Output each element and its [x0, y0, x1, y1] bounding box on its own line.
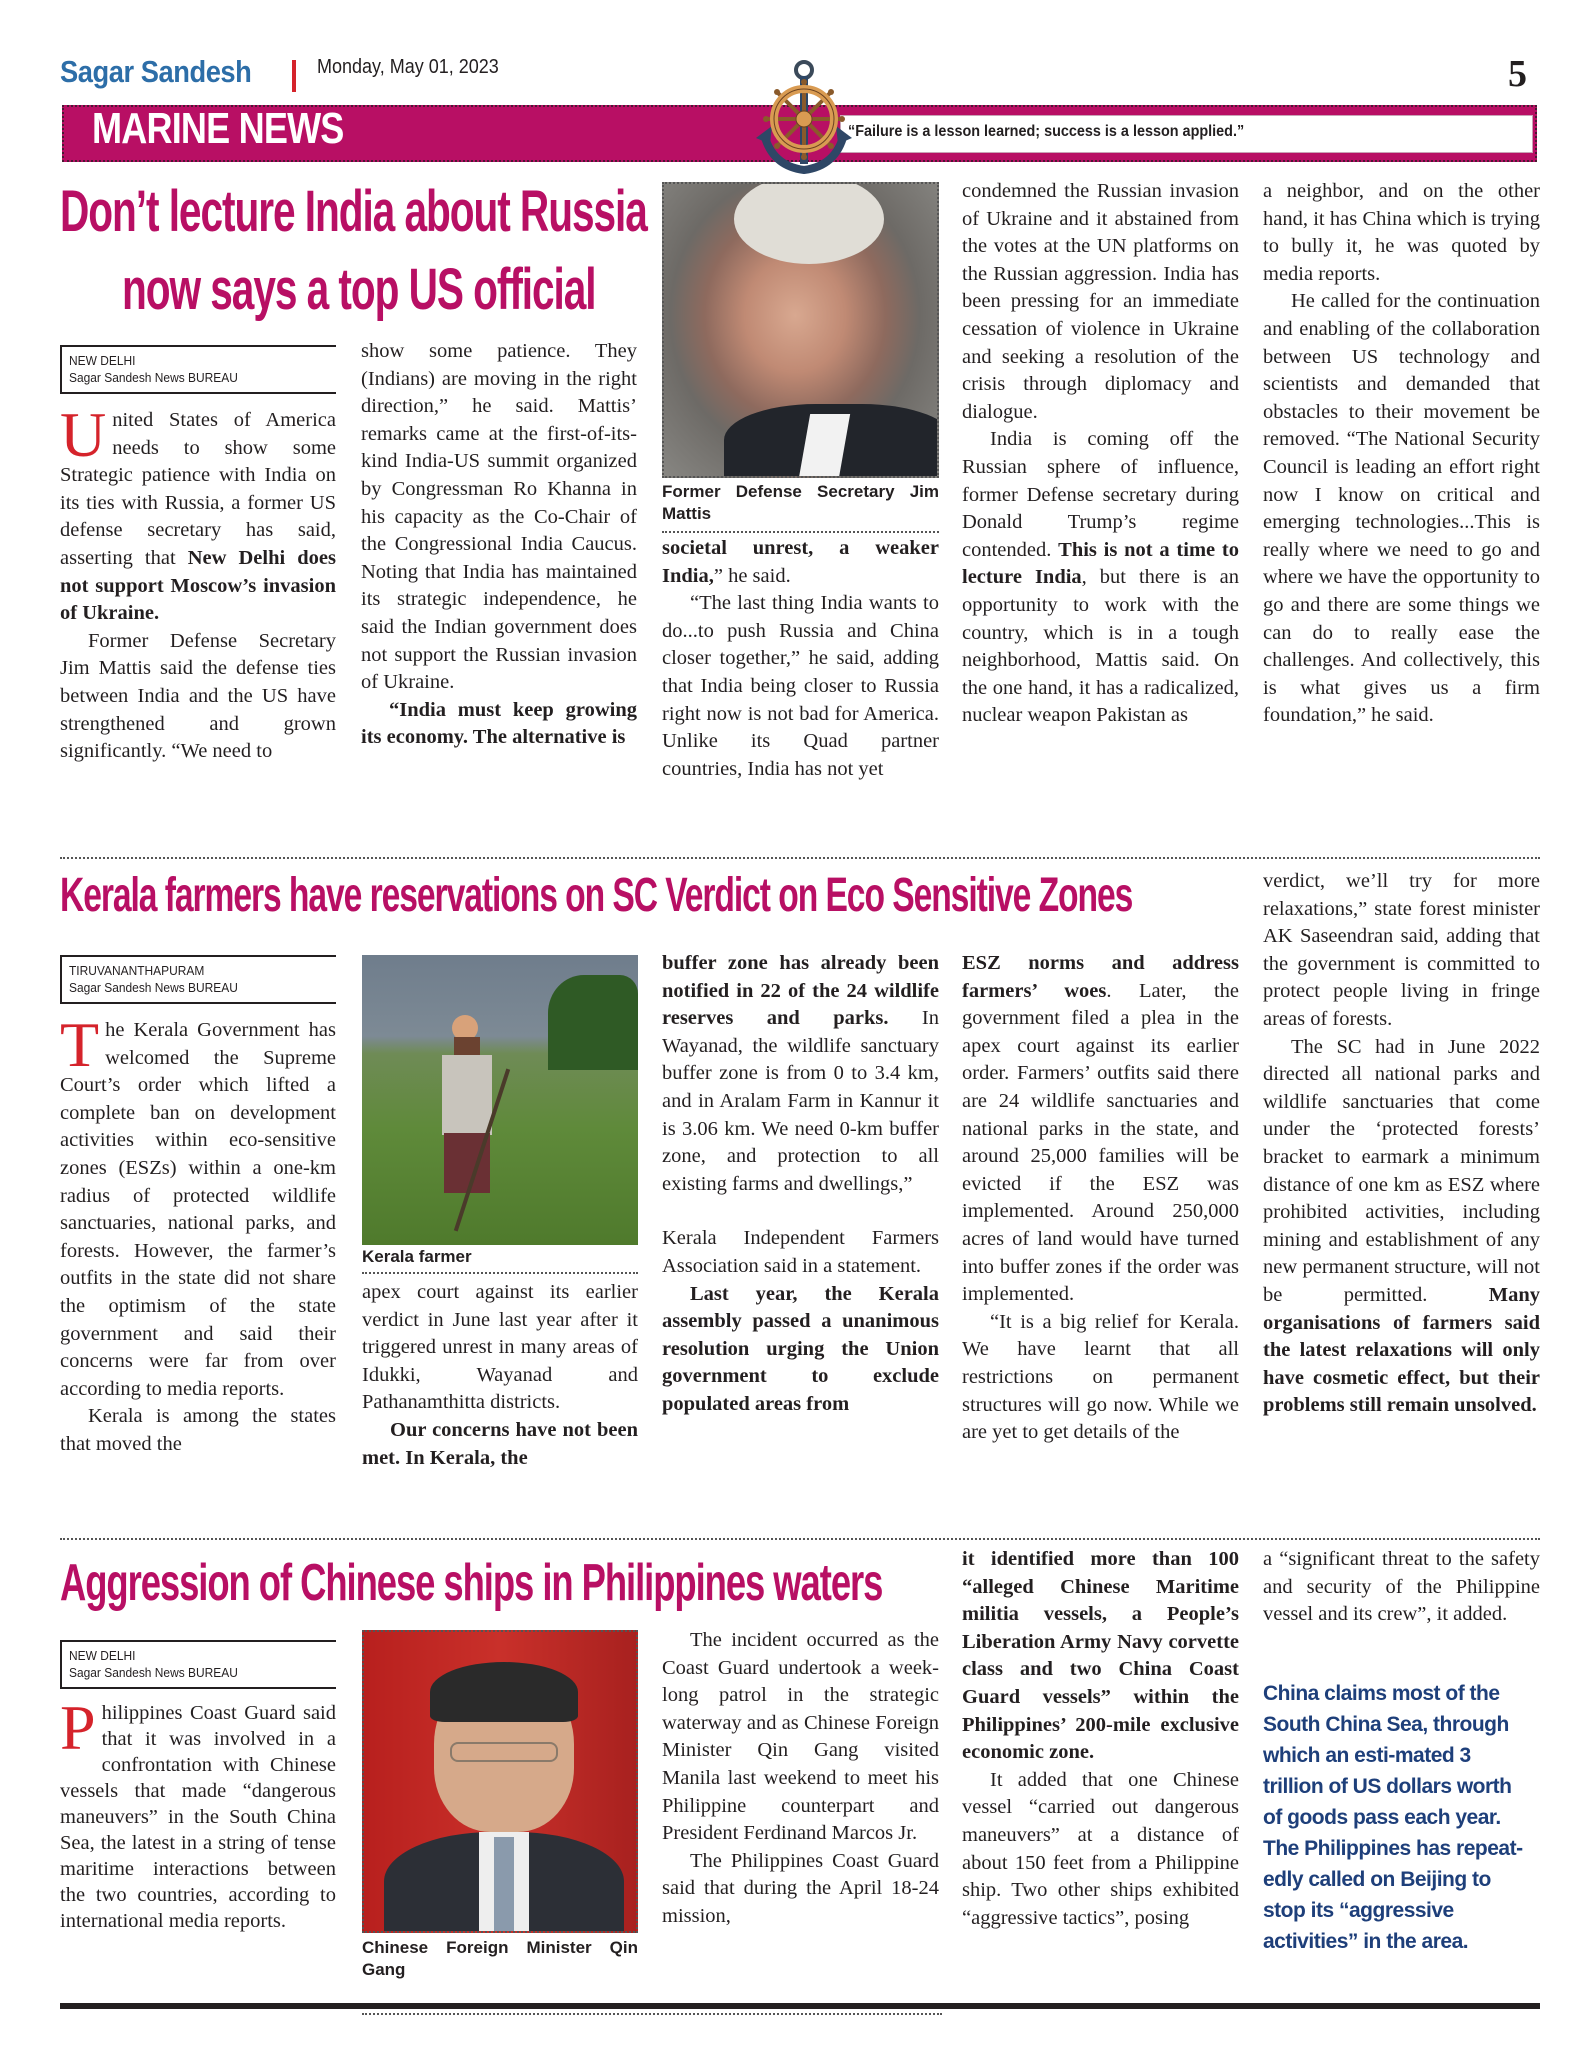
photo-caption: Kerala farmer [362, 1247, 472, 1266]
drop-cap: T [60, 1009, 100, 1080]
dateline-bureau: Sagar Sandesh News BUREAU [69, 980, 238, 995]
publication-brand: Sagar Sandesh [60, 54, 252, 89]
dateline-place: TIRUVANANTHAPURAM [69, 963, 205, 978]
section-title: MARINE NEWS [92, 104, 344, 153]
article-3-column-5: a “significant threat to the safety and security of the Philippine vessel and its crew”, it added. [1263, 1548, 1540, 1626]
pull-quote: China claims most of the South China Sea, through which an esti-mated 3 trillion of US dollars worth of goods pass each year. The Philippines has repeat-edly called on Beijing to stop its “aggressive activities” in the area. [1263, 1682, 1523, 1953]
issue-date: Monday, May 01, 2023 [317, 56, 499, 78]
article-1-column-1: United States of America needs to show some Strategic patience with India on its ties with Russia, a former US defense secretary has said, asserting that New Delhi does not support Moscow’s invasion of Ukraine. Former Defense Secretary Jim Mattis said the defense ties between India and the US have strengthened and grown significantly. “We need to [60, 399, 336, 763]
article-1-dateline [60, 345, 336, 394]
anchor-ship-wheel-icon [752, 58, 862, 176]
article-2-column-1: The Kerala Government has welcomed the Supreme Court’s order which lifted a complete ban on development activities within eco-sensitive zones (ESZs) within a one-km radius of protected wildlife sanctuaries, national parks, and forests. However, the farmer’s outfits in the state did not share the optimism of the state government and said their concerns were far from over according to media reports. Kerala is among the states that moved the [60, 1009, 336, 1455]
drop-cap: U [60, 399, 107, 470]
article-1-column-2: show some patience. They (Indians) are moving in the right direction,” he said. Mattis’ remarks came at the first-of-its-kind India-US summit organized by Congressman Ro Khanna in his capacity as the Co-Chair of the Congressional India Caucus. Noting that India has maintained its strategic independence, he said the Indian government does not support the Russian invasion of Ukraine. “India must keep growing its economy. The alternative is [361, 340, 637, 749]
caption-divider [662, 531, 939, 533]
caption-divider [362, 1272, 638, 1274]
article-1-column-3: societal unrest, a weaker India,” he said. “The last thing India wants to do...to push Russia and China closer together,” he said, adding that India being closer to Russia right now is not bad for America. Unlike its Quad partner countries, India has not yet [662, 537, 939, 780]
section-divider-2 [60, 1538, 1540, 1540]
article-3-column-3: The incident occurred as the Coast Guard undertook a week-long patrol in the strategic waterway and as Chinese Foreign Minister Qin Gang visited Manila last weekend to meet his Philippine counterpart and President Ferdinand Marcos Jr. The Philippines Coast Guard said that during the April 18-24 mission, [662, 1629, 939, 1927]
photo-jim-mattis [662, 182, 939, 478]
dateline-bureau: Sagar Sandesh News BUREAU [69, 370, 238, 385]
dateline-place: NEW DELHI [69, 1648, 136, 1663]
article-3-column-1: Philippines Coast Guard said that it was involved in a confrontation with Chinese vessels that made “dangerous maneuvers” in the South China Sea, the latest in a string of tense maritime interactions between the two countries, according to international media reports. [60, 1692, 336, 1932]
article-2-column-4: ESZ norms and address farmers’ woes. Later, the government filed a plea in the apex court against its earlier order. Farmers’ outfits said there are 24 wildlife sanctuaries and national parks in the state, and around 25,000 families will be evicted if the ESZ was implemented. Around 250,000 acres of land would have turned into buffer zones if the order was implemented. “It is a big relief for Kerala. We have learnt that all restrictions on permanent structures will go now. While we are yet to get details of the [962, 952, 1239, 1444]
article-3-dateline [60, 1640, 336, 1689]
tagline: “Failure is a lesson learned; success is a lesson applied.” [848, 123, 1245, 140]
article-2-column-5: verdict, we’ll try for more relaxations,” state forest minister AK Saseendran said, adding that the government is committed to protect people living in fringe areas of forests. The SC had in June 2022 directed all national parks and wildlife sanctuaries that come under the ‘protected forests’ bracket to earmark a minimum distance of one km as ESZ where prohibited activities, including mining and establishment of any new permanent structure, will not be permitted. Many organisations of farmers said the latest relaxations will only have cosmetic effect, but their problems still remain unsolved. [1263, 870, 1540, 1417]
page-bottom-rule [60, 2003, 1540, 2009]
section-divider-1 [60, 857, 1540, 859]
article-1-column-4: condemned the Russian invasion of Ukraine and it abstained from the votes at the UN platforms on the Russian aggression. India has been pressing for an immediate cessation of violence in Ukraine and seeking a resolution of the crisis through diplomacy and dialogue. India is coming off the Russian sphere of influence, former Defense secretary during Donald Trump’s regime contended. This is not a time to lecture India, but there is an opportunity to work with the country, which is in a tough neighborhood, Mattis said. On the one hand, it has a radicalized, nuclear weapon Pakistan as [962, 180, 1239, 727]
article-1-headline-line-2: now says a top US official [122, 257, 596, 322]
photo-qin-gang [362, 1630, 638, 1933]
dateline-place: NEW DELHI [69, 353, 136, 368]
brand-separator [292, 60, 296, 92]
article-3-column-4: it identified more than 100 “alleged Chinese Maritime militia vessels, a People’s Liberation Army Navy corvette class and two China Coast Guard vessels” within the Philippines’ 200-mile exclusive economic zone. It added that one Chinese vessel “carried out dangerous maneuvers” at a distance of about 150 feet from a Philippine ship. Two other ships exhibited “aggressive tactics”, posing [962, 1548, 1239, 1929]
article-2-column-3: buffer zone has already been notified in 22 of the 24 wildlife reserves and parks. In Wayanad, the wildlife sanctuary buffer zone is from 0 to 3.4 km, and in Aralam Farm in Kannur it is 3.06 km. We need 0-km buffer zone, and protection to all existing farms and dwellings,” Kerala Independent Farmers Association said in a statement. Last year, the Kerala assembly passed a unanimous resolution urging the Union government to exclude populated areas from [662, 952, 940, 1415]
article-1-column-5: a neighbor, and on the other hand, it has China which is trying to bully it, he was quoted by media reports. He called for the continuation and enabling of the collaboration between US technology and scientists and demanded that obstacles to their movement be removed. “The National Security Council is leading an effort right now I know on critical and emerging technologies...This is really where we need to go and where we have the opportunity to go and there are some things we can do to really ease the challenges. And collectively, this is what gives us a firm foundation,” he said. [1263, 180, 1540, 727]
dateline-bureau: Sagar Sandesh News BUREAU [69, 1665, 238, 1680]
article-2-column-2: apex court against its earlier verdict in June last year after it triggered unrest in many areas of Idukki, Wayanad and Pathanamthitta districts. Our concerns have not been met. In Kerala, the [362, 1281, 638, 1469]
article-2-dateline [60, 955, 336, 1004]
photo-caption: Former Defense Secretary Jim Mattis [662, 482, 939, 523]
article-3-headline: Aggression of Chinese ships in Philippines waters [60, 1554, 883, 1612]
article-1-headline-line-1: Don’t lecture India about Russia [60, 179, 647, 244]
photo-caption: Chinese Foreign Minister Qin Gang [362, 1938, 638, 1979]
article-2-headline: Kerala farmers have reservations on SC Verdict on Eco Sensitive Zones [60, 869, 1133, 922]
bottom-dotted-rule [362, 2013, 942, 2015]
page-number: 5 [1508, 53, 1527, 95]
photo-kerala-farmer [362, 955, 638, 1245]
drop-cap: P [60, 1692, 96, 1763]
